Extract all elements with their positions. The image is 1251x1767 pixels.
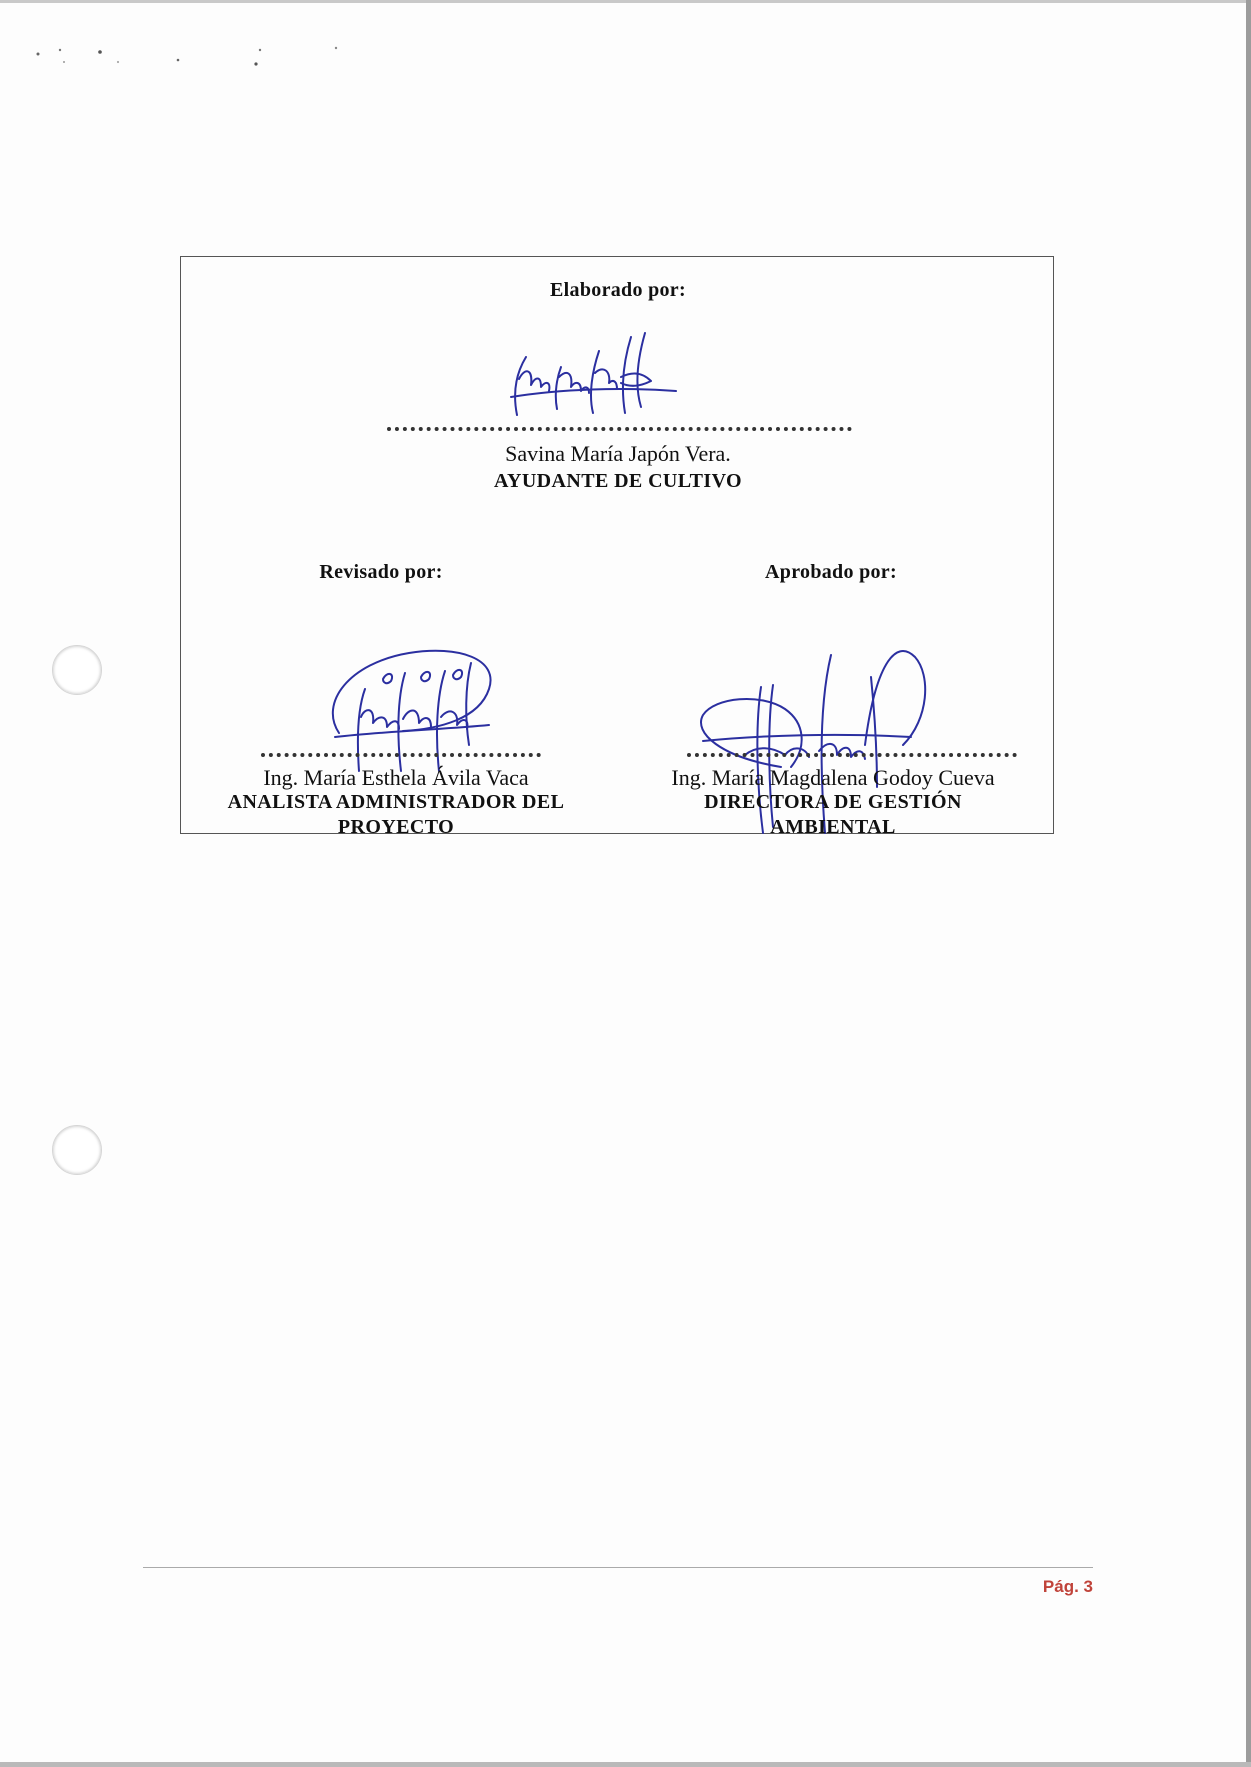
page-number: Pág. 3 [1042, 1577, 1093, 1596]
reviewed-by-caption: Revisado por: [319, 561, 443, 583]
scan-edge-right [1246, 0, 1251, 1767]
prepared-by-caption: Elaborado por: [550, 279, 686, 301]
approved-by-caption: Aprobado por: [765, 561, 897, 583]
reviewed-by-role-line-1: ANALISTA ADMINISTRADOR DEL [227, 791, 565, 813]
approved-by-role-line-1: DIRECTORA DE GESTIÓN [704, 791, 962, 813]
prepared-by-role: AYUDANTE DE CULTIVO [493, 470, 742, 492]
scan-specks [30, 40, 350, 80]
punch-hole-lower [52, 1125, 102, 1175]
reviewed-by-role-line-2: PROYECTO [337, 816, 455, 838]
reviewed-by-signature [299, 633, 529, 773]
prepared-by-signature-line [387, 427, 852, 431]
reviewed-by-name: Ing. María Esthela Ávila Vaca [263, 765, 529, 790]
approved-by-role-line-2: AMBIENTAL [770, 816, 896, 838]
approved-by-signature-line [687, 753, 1017, 757]
footer-rule [143, 1567, 1093, 1568]
punch-hole-upper [52, 645, 102, 695]
approved-by-name: Ing. María Magdalena Godoy Cueva [671, 765, 995, 790]
scan-edge-bottom [0, 1762, 1251, 1767]
prepared-by-name: Savina María Japón Vera. [505, 441, 731, 466]
reviewed-by-signature-line [261, 753, 541, 757]
scan-edge-top [0, 0, 1251, 3]
signature-block [180, 256, 1054, 838]
prepared-by-signature [471, 327, 681, 423]
